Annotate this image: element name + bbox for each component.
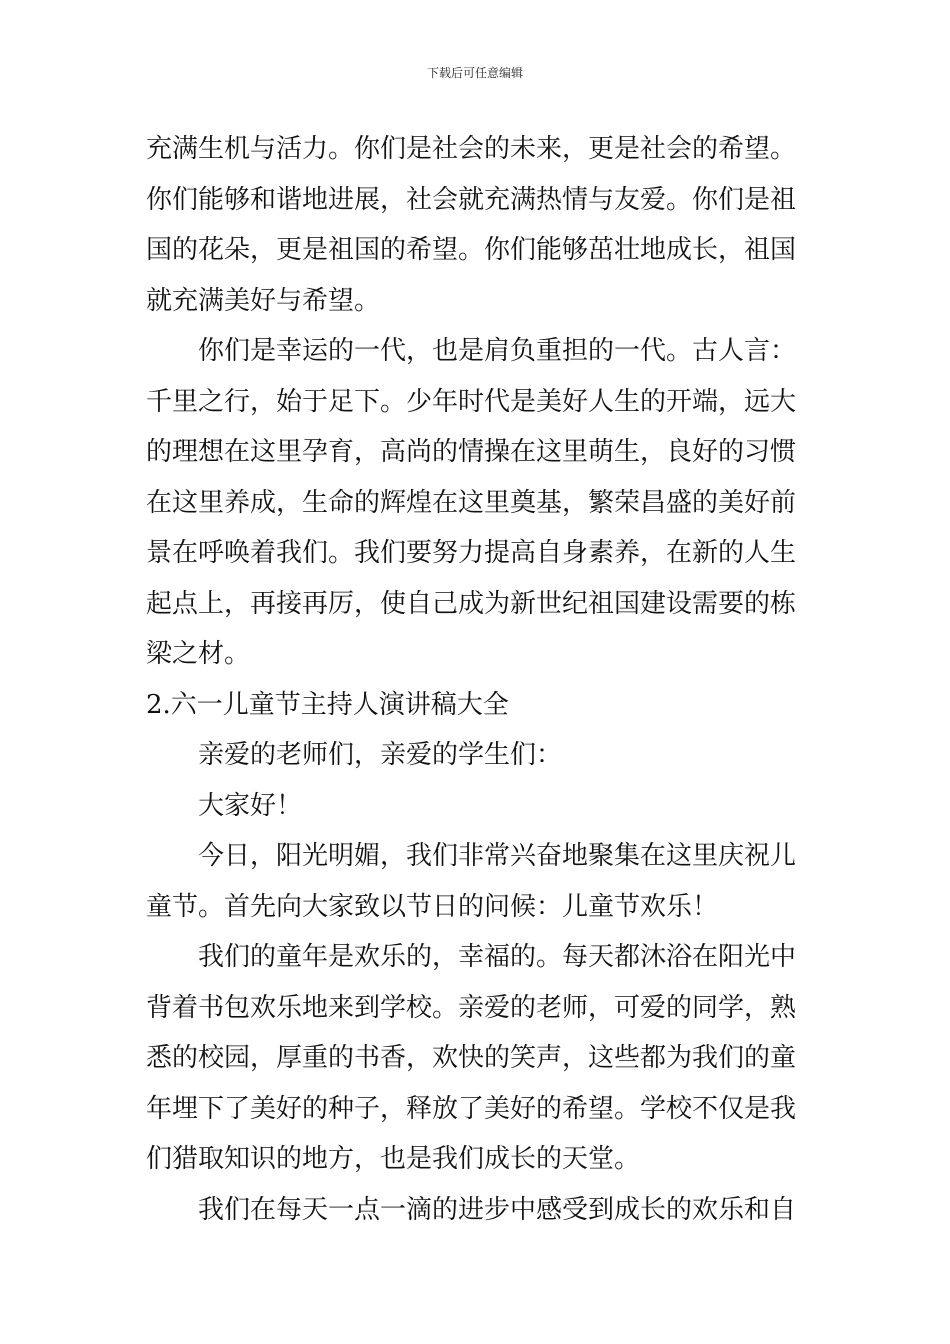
text-line: 2.六一儿童节主持人演讲稿大全 — [146, 689, 509, 720]
text-line: 充满生机与活力。你们是社会的未来，更是社会的希望。 — [146, 134, 797, 164]
text-line: 大家好！ — [198, 790, 303, 821]
document-body — [146, 124, 808, 1235]
text-line: 亲爱的老师们，亲爱的学生们： — [198, 740, 563, 770]
text-line: 梁之材。 — [146, 639, 251, 669]
text-line: 今日，阳光明媚，我们非常兴奋地聚集在这里庆祝儿 — [198, 841, 797, 871]
text-line: 在这里养成，生命的辉煌在这里奠基，繁荣昌盛的美好前 — [146, 487, 797, 518]
text-line: 就充满美好与希望。 — [146, 285, 381, 316]
text-line: 千里之行，始于足下。少年时代是美好人生的开端，远大 — [146, 386, 797, 417]
text-line: 你们是幸运的一代，也是肩负重担的一代。古人言： — [198, 336, 797, 366]
text-line: 的理想在这里孕育，高尚的情操在这里萌生，良好的习惯 — [146, 437, 797, 467]
text-line: 你们能够和谐地进展，社会就充满热情与友爱。你们是祖 — [146, 184, 797, 215]
text-line: 我们的童年是欢乐的，幸福的。每天都沐浴在阳光中 — [198, 942, 797, 972]
text-line: 悉的校园，厚重的书香，欢快的笑声，这些都为我们的童 — [146, 1043, 797, 1073]
text-line: 国的花朵，更是祖国的希望。你们能够茁壮地成长，祖国 — [146, 235, 797, 265]
text-line: 我们在每天一点一滴的进步中感受到成长的欢乐和自 — [198, 1194, 797, 1225]
text-line: 们猎取知识的地方，也是我们成长的天堂。 — [146, 1144, 641, 1174]
text-line: 背着书包欢乐地来到学校。亲爱的老师，可爱的同学，熟 — [146, 992, 797, 1023]
text-line: 童节。首先向大家致以节日的问候：儿童节欢乐！ — [146, 891, 719, 922]
page-header: 下载后可任意编辑 — [426, 66, 523, 80]
text-line: 年埋下了美好的种子，释放了美好的希望。学校不仅是我 — [146, 1093, 797, 1124]
text-line: 起点上，再接再厉，使自己成为新世纪祖国建设需要的栋 — [146, 588, 797, 619]
text-line: 景在呼唤着我们。我们要努力提高自身素养，在新的人生 — [146, 538, 797, 568]
